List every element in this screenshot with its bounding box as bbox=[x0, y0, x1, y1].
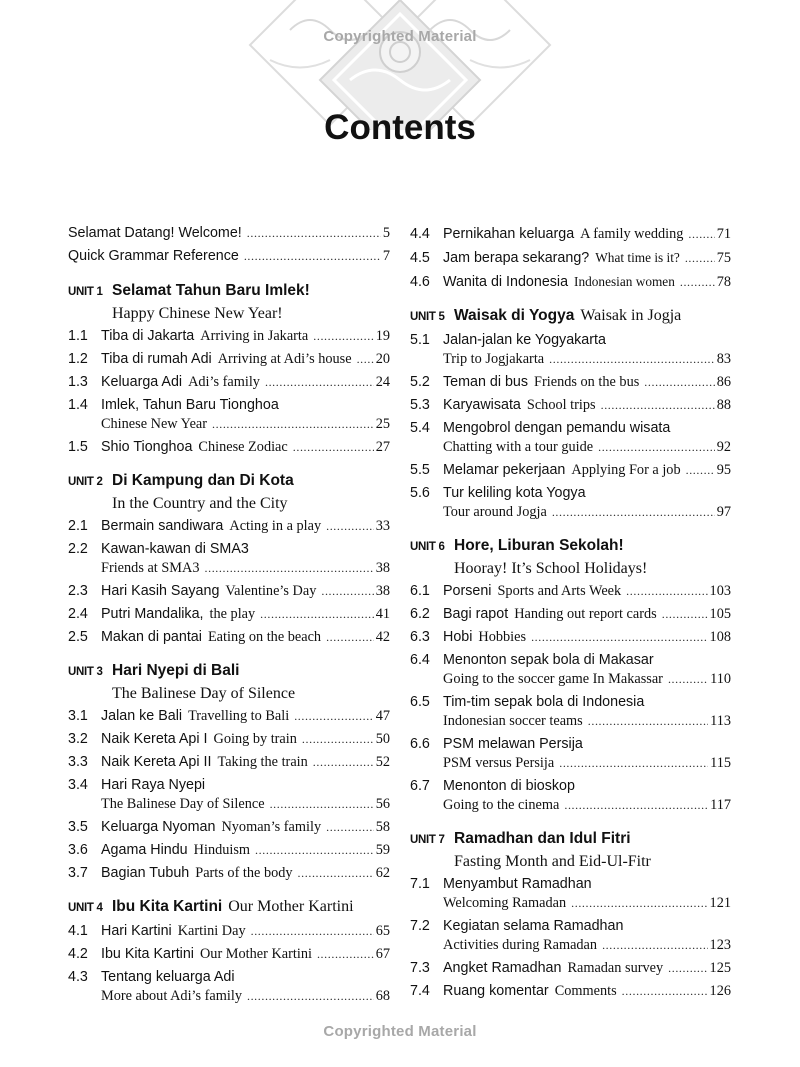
page-number: 56 bbox=[375, 796, 390, 812]
lesson-number: 5.2 bbox=[410, 374, 430, 390]
lesson-title: PSM melawan Persija bbox=[443, 736, 583, 752]
lesson-number: 3.1 bbox=[68, 708, 88, 724]
toc-entry[interactable] bbox=[410, 776, 731, 816]
lesson-number: 1.1 bbox=[68, 328, 88, 344]
lesson-title: Pernikahan keluarga bbox=[443, 226, 575, 242]
dot-leader bbox=[686, 460, 715, 481]
page-number: 33 bbox=[375, 518, 390, 534]
page-number: 7 bbox=[382, 248, 390, 264]
page-number: 52 bbox=[375, 754, 390, 770]
page-number: 75 bbox=[716, 250, 731, 266]
lesson-title: Makan di pantai bbox=[101, 629, 202, 645]
page-number: 86 bbox=[716, 374, 731, 390]
lesson-number: 3.4 bbox=[68, 777, 88, 793]
lesson-subtitle: Friends on the bus bbox=[534, 374, 640, 390]
unit-subtitle: Happy Chinese New Year! bbox=[112, 305, 283, 322]
lesson-subtitle: Hobbies bbox=[478, 629, 527, 645]
unit-title: Ramadhan dan Idul Fitri bbox=[454, 830, 631, 847]
dot-leader bbox=[244, 245, 381, 268]
page-number: 65 bbox=[375, 923, 390, 939]
lesson-subtitle: the play bbox=[209, 606, 256, 622]
lesson-title: Porseni bbox=[443, 583, 492, 599]
unit-4-continued bbox=[410, 224, 731, 293]
dot-leader bbox=[302, 729, 374, 750]
unit-heading[interactable] bbox=[68, 280, 390, 303]
unit-label: UNIT 3 bbox=[68, 666, 103, 678]
unit-title: Hari Nyepi di Bali bbox=[112, 662, 240, 679]
dot-leader bbox=[552, 502, 715, 523]
lesson-title: Jam berapa sekarang? bbox=[443, 250, 590, 266]
lesson-subtitle: More about Adi’s family bbox=[101, 988, 242, 1004]
lesson-subtitle: Eating on the beach bbox=[207, 629, 322, 645]
dot-leader bbox=[265, 372, 374, 393]
dot-leader bbox=[326, 516, 374, 537]
toc-entry[interactable] bbox=[410, 372, 731, 393]
toc-entry[interactable] bbox=[410, 604, 731, 625]
page-number: 92 bbox=[716, 439, 731, 455]
page-number: 83 bbox=[716, 351, 731, 367]
unit-label: UNIT 7 bbox=[410, 834, 445, 846]
dot-leader bbox=[688, 224, 714, 245]
lesson-number: 3.3 bbox=[68, 754, 88, 770]
toc-entry[interactable] bbox=[410, 418, 731, 458]
toc-entry[interactable] bbox=[68, 817, 390, 838]
dot-leader bbox=[212, 414, 374, 435]
dot-leader bbox=[205, 558, 374, 579]
unit-subtitle: Fasting Month and Eid-Ul-Fitr bbox=[454, 853, 651, 870]
unit-label: UNIT 2 bbox=[68, 476, 103, 488]
dot-leader bbox=[644, 372, 714, 393]
lesson-title: Melamar pekerjaan bbox=[443, 462, 566, 478]
page-number: 59 bbox=[375, 842, 390, 858]
unit-subtitle: Waisak in Jogja bbox=[580, 307, 682, 324]
lesson-subtitle: Travelling to Bali bbox=[188, 708, 290, 724]
lesson-subtitle: Nyoman’s family bbox=[221, 819, 322, 835]
dot-leader bbox=[317, 944, 374, 965]
toc-entry[interactable] bbox=[410, 874, 731, 914]
contents-column-left bbox=[68, 222, 390, 1007]
lesson-subtitle: A family wedding bbox=[580, 226, 684, 242]
dot-leader bbox=[357, 349, 374, 370]
page-number: 88 bbox=[716, 397, 731, 413]
lesson-subtitle: Welcoming Ramadan bbox=[443, 895, 567, 911]
page-number: 5 bbox=[382, 225, 390, 241]
lesson-number: 2.4 bbox=[68, 606, 88, 622]
page-number: 110 bbox=[710, 671, 731, 687]
page-number: 38 bbox=[375, 560, 390, 576]
page-title: Contents bbox=[324, 108, 476, 147]
toc-entry[interactable] bbox=[410, 734, 731, 774]
lesson-number: 5.5 bbox=[410, 462, 430, 478]
lesson-number: 6.3 bbox=[410, 629, 430, 645]
lesson-subtitle: Chinese New Year bbox=[101, 416, 208, 432]
dot-leader bbox=[247, 222, 381, 245]
dot-leader bbox=[626, 581, 707, 602]
unit-title: Waisak di Yogya bbox=[454, 307, 575, 324]
page-number: 62 bbox=[375, 865, 390, 881]
lesson-title: Menonton sepak bola di Makasar bbox=[443, 652, 654, 668]
lesson-title: Mengobrol dengan pemandu wisata bbox=[443, 420, 671, 436]
lesson-subtitle: Going to the cinema bbox=[443, 797, 560, 813]
lesson-subtitle: Adi’s family bbox=[188, 374, 260, 390]
lesson-title: Karyawisata bbox=[443, 397, 521, 413]
unit-heading[interactable] bbox=[410, 535, 731, 558]
lesson-number: 2.5 bbox=[68, 629, 88, 645]
lesson-subtitle: Comments bbox=[554, 983, 617, 999]
lesson-subtitle: What time is it? bbox=[595, 250, 680, 265]
lesson-number: 1.5 bbox=[68, 439, 88, 455]
lesson-number: 3.2 bbox=[68, 731, 88, 747]
unit-heading[interactable] bbox=[68, 896, 390, 919]
toc-entry[interactable] bbox=[410, 916, 731, 956]
page-number: 115 bbox=[710, 755, 731, 771]
lesson-title: Keluarga Adi bbox=[101, 374, 183, 390]
dot-leader bbox=[255, 840, 374, 861]
lesson-title: Wanita di Indonesia bbox=[443, 274, 569, 290]
lesson-title: Naik Kereta Api II bbox=[101, 754, 212, 770]
lesson-title: Imlek, Tahun Baru Tionghoa bbox=[101, 397, 279, 413]
page-number: 41 bbox=[375, 606, 390, 622]
lesson-subtitle: Applying For a job bbox=[571, 462, 681, 478]
lesson-title: Bagi rapot bbox=[443, 606, 509, 622]
unit-label: UNIT 1 bbox=[68, 286, 103, 298]
toc-entry[interactable] bbox=[68, 395, 390, 435]
toc-entry[interactable] bbox=[68, 967, 390, 1007]
entry-title: Selamat Datang! Welcome! bbox=[68, 225, 242, 241]
lesson-subtitle: Chatting with a tour guide bbox=[443, 439, 594, 455]
lesson-number: 7.1 bbox=[410, 876, 430, 892]
lesson-subtitle: Trip to Jogjakarta bbox=[443, 351, 545, 367]
copyright-watermark-bottom: Copyrighted Material bbox=[323, 1023, 477, 1040]
unit-title: Di Kampung dan Di Kota bbox=[112, 472, 294, 489]
dot-leader bbox=[531, 627, 707, 648]
toc-entry[interactable] bbox=[68, 752, 390, 773]
toc-entry[interactable] bbox=[410, 627, 731, 648]
dot-leader bbox=[293, 437, 374, 458]
toc-entry-welcome[interactable] bbox=[68, 222, 390, 245]
lesson-subtitle: Indonesian women bbox=[574, 274, 675, 289]
toc-entry[interactable] bbox=[410, 271, 731, 293]
dot-leader bbox=[668, 958, 707, 979]
lesson-title: Tentang keluarga Adi bbox=[101, 969, 235, 985]
dot-leader bbox=[260, 604, 374, 625]
lesson-title: Bermain sandiwara bbox=[101, 518, 224, 534]
lesson-number: 3.5 bbox=[68, 819, 88, 835]
unit-title: Selamat Tahun Baru Imlek! bbox=[112, 282, 310, 299]
lesson-subtitle: PSM versus Persija bbox=[443, 755, 555, 771]
unit-heading[interactable] bbox=[68, 470, 390, 493]
toc-entry[interactable] bbox=[68, 729, 390, 750]
lesson-number: 5.4 bbox=[410, 420, 430, 436]
unit-6-section bbox=[410, 535, 731, 816]
lesson-number: 3.7 bbox=[68, 865, 88, 881]
unit-7-section bbox=[410, 828, 731, 1002]
toc-entry[interactable] bbox=[68, 516, 390, 537]
unit-label: UNIT 6 bbox=[410, 541, 445, 553]
toc-entry[interactable] bbox=[410, 460, 731, 481]
dot-leader bbox=[313, 752, 374, 773]
copyright-watermark-top: Copyrighted Material bbox=[323, 28, 477, 45]
lesson-number: 5.3 bbox=[410, 397, 430, 413]
lesson-title: Tiba di Jakarta bbox=[101, 328, 195, 344]
page-number: 121 bbox=[709, 895, 731, 911]
page-number: 42 bbox=[375, 629, 390, 645]
lesson-subtitle: Arriving in Jakarta bbox=[200, 328, 309, 344]
lesson-number: 4.5 bbox=[410, 250, 430, 266]
lesson-number: 5.1 bbox=[410, 332, 430, 348]
dot-leader bbox=[564, 795, 708, 816]
dot-leader bbox=[668, 669, 708, 690]
unit-subtitle: Hooray! It’s School Holidays! bbox=[454, 560, 648, 577]
dot-leader bbox=[602, 935, 707, 956]
lesson-number: 6.2 bbox=[410, 606, 430, 622]
page-number: 19 bbox=[375, 328, 390, 344]
lesson-number: 6.6 bbox=[410, 736, 430, 752]
lesson-title: Putri Mandalika, bbox=[101, 606, 204, 622]
dot-leader bbox=[662, 604, 708, 625]
page-number: 95 bbox=[716, 462, 731, 478]
page-number: 68 bbox=[375, 988, 390, 1004]
lesson-subtitle: Going by train bbox=[213, 731, 297, 747]
lesson-subtitle: School trips bbox=[526, 397, 596, 413]
lesson-subtitle: Activities during Ramadan bbox=[443, 937, 598, 953]
dot-leader bbox=[559, 753, 708, 774]
toc-entry[interactable] bbox=[410, 692, 731, 732]
lesson-number: 2.3 bbox=[68, 583, 88, 599]
lesson-title: Naik Kereta Api I bbox=[101, 731, 208, 747]
unit-title: Ibu Kita Kartini bbox=[112, 898, 223, 915]
dot-leader bbox=[298, 863, 374, 884]
lesson-number: 1.4 bbox=[68, 397, 88, 413]
lesson-number: 5.6 bbox=[410, 485, 430, 501]
unit-label: UNIT 4 bbox=[68, 902, 103, 914]
lesson-number: 7.3 bbox=[410, 960, 430, 976]
lesson-title: Teman di bus bbox=[443, 374, 529, 390]
lesson-number: 4.3 bbox=[68, 969, 88, 985]
toc-entry[interactable] bbox=[68, 581, 390, 602]
lesson-title: Ibu Kita Kartini bbox=[101, 946, 194, 962]
dot-leader bbox=[598, 437, 715, 458]
toc-entry[interactable] bbox=[68, 775, 390, 815]
lesson-title: Jalan ke Bali bbox=[101, 708, 183, 724]
dot-leader bbox=[549, 349, 715, 370]
lesson-title: Angket Ramadhan bbox=[443, 960, 562, 976]
lesson-subtitle: Our Mother Kartini bbox=[199, 946, 312, 962]
lesson-number: 2.1 bbox=[68, 518, 88, 534]
toc-entry[interactable] bbox=[68, 921, 390, 942]
dot-leader bbox=[588, 711, 708, 732]
toc-entry[interactable] bbox=[410, 224, 731, 245]
unit-4-section bbox=[68, 896, 390, 1007]
lesson-number: 7.4 bbox=[410, 983, 430, 999]
toc-entry[interactable] bbox=[68, 349, 390, 370]
page-number: 27 bbox=[375, 439, 390, 455]
page-number: 105 bbox=[709, 606, 731, 622]
page-number: 97 bbox=[716, 504, 731, 520]
unit-label: UNIT 5 bbox=[410, 311, 445, 323]
dot-leader bbox=[326, 817, 374, 838]
lesson-title: Ruang komentar bbox=[443, 983, 549, 999]
lesson-number: 2.2 bbox=[68, 541, 88, 557]
toc-entry-grammar-reference[interactable] bbox=[68, 245, 390, 268]
toc-entry[interactable] bbox=[68, 604, 390, 625]
lesson-subtitle: Valentine’s Day bbox=[225, 583, 317, 599]
toc-entry[interactable] bbox=[410, 330, 731, 370]
lesson-number: 1.3 bbox=[68, 374, 88, 390]
lesson-number: 1.2 bbox=[68, 351, 88, 367]
unit-heading[interactable] bbox=[410, 828, 731, 851]
lesson-title: Agama Hindu bbox=[101, 842, 188, 858]
front-matter bbox=[68, 222, 390, 268]
toc-entry[interactable] bbox=[68, 627, 390, 648]
contents-column-right bbox=[410, 222, 731, 1002]
lesson-number: 4.6 bbox=[410, 274, 430, 290]
lesson-title: Tim-tim sepak bola di Indonesia bbox=[443, 694, 645, 710]
lesson-number: 4.1 bbox=[68, 923, 88, 939]
unit-heading[interactable] bbox=[410, 305, 731, 328]
lesson-subtitle: Tour around Jogja bbox=[443, 504, 547, 520]
unit-2-section bbox=[68, 470, 390, 648]
lesson-number: 4.4 bbox=[410, 226, 430, 242]
lesson-title: Hobi bbox=[443, 629, 473, 645]
lesson-subtitle: The Balinese Day of Silence bbox=[101, 796, 265, 812]
lesson-subtitle: Friends at SMA3 bbox=[101, 560, 200, 576]
page-number: 125 bbox=[709, 960, 731, 976]
page-number: 67 bbox=[375, 946, 390, 962]
dot-leader bbox=[294, 706, 374, 727]
toc-entry[interactable] bbox=[68, 539, 390, 579]
page-number: 38 bbox=[375, 583, 390, 599]
toc-entry[interactable] bbox=[410, 247, 731, 269]
lesson-title: Hari Kartini bbox=[101, 923, 172, 939]
dot-leader bbox=[251, 921, 374, 942]
lesson-title: Bagian Tubuh bbox=[101, 865, 190, 881]
lesson-subtitle: Acting in a play bbox=[229, 518, 322, 534]
lesson-subtitle: Handing out report cards bbox=[514, 606, 657, 622]
page-number: 117 bbox=[710, 797, 731, 813]
toc-entry[interactable] bbox=[68, 863, 390, 884]
lesson-subtitle: Taking the train bbox=[217, 754, 308, 770]
lesson-title: Hari Raya Nyepi bbox=[101, 777, 206, 793]
toc-entry[interactable] bbox=[410, 958, 731, 979]
page-number: 71 bbox=[716, 226, 731, 242]
lesson-number: 6.1 bbox=[410, 583, 430, 599]
dot-leader bbox=[680, 272, 715, 293]
toc-entry[interactable] bbox=[68, 706, 390, 727]
page-number: 103 bbox=[709, 583, 731, 599]
lesson-title: Menonton di bioskop bbox=[443, 778, 575, 794]
toc-entry[interactable] bbox=[68, 840, 390, 861]
unit-subtitle: The Balinese Day of Silence bbox=[112, 685, 296, 702]
lesson-title: Menyambut Ramadhan bbox=[443, 876, 592, 892]
lesson-subtitle: Going to the soccer game In Makassar bbox=[443, 671, 663, 687]
lesson-number: 7.2 bbox=[410, 918, 430, 934]
page-number: 113 bbox=[710, 713, 731, 729]
page-number: 58 bbox=[375, 819, 390, 835]
unit-subtitle: Our Mother Kartini bbox=[228, 898, 354, 915]
lesson-number: 3.6 bbox=[68, 842, 88, 858]
dot-leader bbox=[601, 395, 715, 416]
toc-entry[interactable] bbox=[68, 372, 390, 393]
lesson-subtitle: Parts of the body bbox=[195, 865, 293, 881]
dot-leader bbox=[571, 893, 707, 914]
dot-leader bbox=[313, 326, 373, 347]
lesson-title: Jalan-jalan ke Yogyakarta bbox=[443, 332, 606, 348]
dot-leader bbox=[622, 981, 708, 1002]
lesson-title: Kegiatan selama Ramadhan bbox=[443, 918, 624, 934]
page-number: 24 bbox=[375, 374, 390, 390]
page-number: 50 bbox=[375, 731, 390, 747]
entry-title: Quick Grammar Reference bbox=[68, 248, 239, 264]
unit-heading[interactable] bbox=[68, 660, 390, 683]
dot-leader bbox=[247, 986, 374, 1007]
toc-entry[interactable] bbox=[410, 395, 731, 416]
unit-title: Hore, Liburan Sekolah! bbox=[454, 537, 624, 554]
lesson-subtitle: Ramadan survey bbox=[567, 960, 664, 976]
lesson-number: 6.5 bbox=[410, 694, 430, 710]
toc-entry[interactable] bbox=[410, 483, 731, 523]
toc-entry[interactable] bbox=[410, 581, 731, 602]
toc-entry[interactable] bbox=[68, 437, 390, 458]
page-number: 47 bbox=[375, 708, 390, 724]
lesson-subtitle: Chinese Zodiac bbox=[198, 439, 288, 455]
page-number: 25 bbox=[375, 416, 390, 432]
lesson-subtitle: Arriving at Adi’s house bbox=[217, 351, 352, 367]
lesson-title: Kawan-kawan di SMA3 bbox=[101, 541, 249, 557]
page-number: 123 bbox=[709, 937, 731, 953]
unit-subtitle: In the Country and the City bbox=[112, 495, 288, 512]
dot-leader bbox=[685, 248, 715, 269]
dot-leader bbox=[326, 627, 374, 648]
dot-leader bbox=[270, 794, 374, 815]
lesson-title: Hari Kasih Sayang bbox=[101, 583, 220, 599]
lesson-subtitle: Hinduism bbox=[193, 842, 251, 858]
lesson-title: Shio Tionghoa bbox=[101, 439, 193, 455]
page-number: 126 bbox=[709, 983, 731, 999]
lesson-subtitle: Sports and Arts Week bbox=[497, 583, 622, 599]
lesson-number: 6.4 bbox=[410, 652, 430, 668]
dot-leader bbox=[321, 581, 373, 602]
unit-5-section bbox=[410, 305, 731, 523]
lesson-subtitle: Kartini Day bbox=[177, 923, 246, 939]
lesson-title: Tur keliling kota Yogya bbox=[443, 485, 586, 501]
unit-3-section bbox=[68, 660, 390, 884]
lesson-subtitle: Indonesian soccer teams bbox=[443, 713, 583, 729]
toc-entry[interactable] bbox=[68, 326, 390, 347]
page-number: 108 bbox=[709, 629, 731, 645]
toc-entry[interactable] bbox=[410, 650, 731, 690]
lesson-number: 4.2 bbox=[68, 946, 88, 962]
toc-entry[interactable] bbox=[68, 944, 390, 965]
toc-entry[interactable] bbox=[410, 981, 731, 1002]
lesson-title: Tiba di rumah Adi bbox=[101, 351, 212, 367]
page-number: 20 bbox=[375, 351, 390, 367]
page-number: 78 bbox=[716, 274, 731, 290]
unit-1-section bbox=[68, 280, 390, 458]
lesson-title: Keluarga Nyoman bbox=[101, 819, 216, 835]
lesson-number: 6.7 bbox=[410, 778, 430, 794]
